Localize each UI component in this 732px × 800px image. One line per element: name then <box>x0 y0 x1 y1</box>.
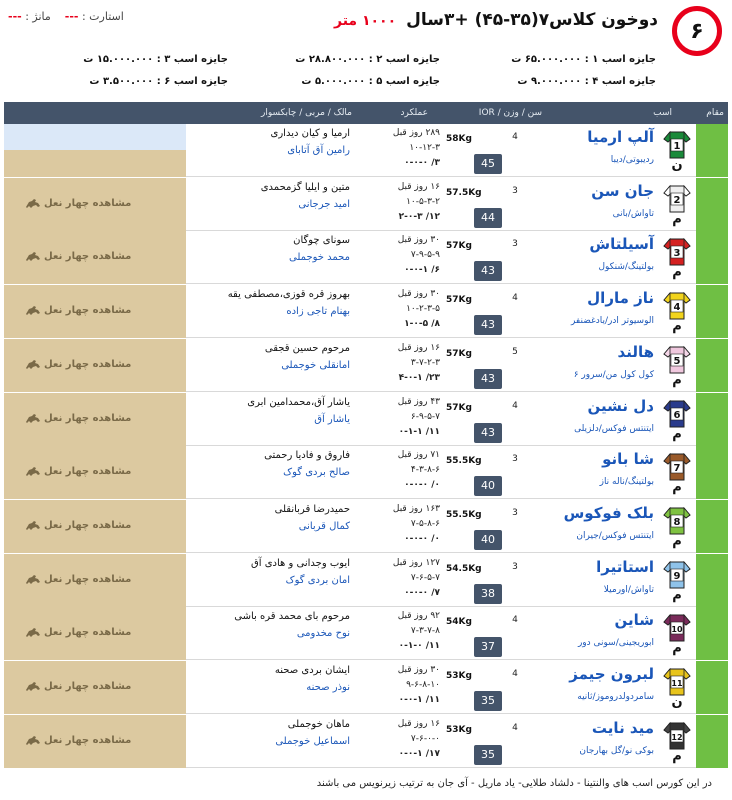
manz-dash: --- <box>8 10 22 23</box>
sex-symbol: ن <box>671 695 683 710</box>
jockey-name-link[interactable]: امان بردی گوک <box>285 574 350 586</box>
owner-name: مرحوم بای محمد قره باشی <box>234 611 350 623</box>
horse-breeding: بولتینگ/شنکول <box>598 262 654 273</box>
career-record: ۸/ ۱-۰-۵ <box>404 319 440 330</box>
table-row <box>4 124 728 177</box>
sex-symbol: م <box>672 426 682 442</box>
horse-age: 4 <box>512 669 518 679</box>
horse-name-link[interactable]: ناز مارال <box>587 289 654 308</box>
horse-name-link[interactable]: آسیلتاش <box>589 235 654 254</box>
saddle-number: 6 <box>673 409 681 421</box>
horse-name-link[interactable]: آلپ ارمیا <box>587 128 654 146</box>
career-record: ۲۳/ ۴-۰-۱ <box>398 372 440 383</box>
jockey-silk-icon <box>662 560 692 590</box>
last-run-days: ۱۶۳ روز قبل <box>392 503 440 514</box>
recent-form: ۱۰-۵-۳-۲ <box>406 196 440 207</box>
owner-name: متین و ایلیا گزمحمدی <box>260 181 350 193</box>
horse-name-link[interactable]: شا بانو <box>602 450 654 469</box>
jockey-name-link[interactable]: صالح بردی گوک <box>283 467 350 479</box>
table-row <box>4 393 728 446</box>
prize-6: جایزه اسب ۶ : ۳.۵۰۰.۰۰۰ ت <box>89 76 228 87</box>
th-owner-trainer-jockey: مالک / مربی / چابکسوار <box>261 108 352 118</box>
rank-cell <box>696 178 728 231</box>
view-panel[interactable] <box>4 500 186 553</box>
saddle-number: 7 <box>673 463 681 475</box>
table-row <box>4 285 728 338</box>
rank-cell <box>696 661 728 714</box>
table-row <box>4 715 728 768</box>
sex-symbol: م <box>672 587 682 603</box>
horse-age: 3 <box>512 561 518 572</box>
sex-symbol: م <box>672 533 682 549</box>
view-four-gallop-link[interactable]: مشاهده چهار نعل <box>44 197 132 209</box>
owner-name: یاشار آق،محمدامین ابری <box>247 396 350 408</box>
view-four-gallop-link[interactable]: مشاهده چهار نعل <box>44 305 132 317</box>
recent-form: ۷-۶-۰-۰ <box>410 733 440 744</box>
view-four-gallop-link[interactable]: مشاهده چهار نعل <box>44 573 132 585</box>
career-record: ۱۱/ ۰-۱-۰ <box>398 641 440 652</box>
info-panel-top <box>4 124 186 150</box>
owner-name: حمیدرضا قربانقلی <box>274 503 350 515</box>
sex-symbol: ن <box>671 158 683 173</box>
horse-weight: 55.5Kg <box>446 509 482 520</box>
rank-cell <box>696 446 728 499</box>
last-run-days: ۷۱ روز قبل <box>397 450 440 461</box>
jockey-silk-icon <box>662 667 692 697</box>
career-record: ۶/ ۰-۰-۱ <box>404 265 440 276</box>
saddle-number: 3 <box>673 248 681 260</box>
owner-name: ایشان بردی صحنه <box>274 665 350 676</box>
view-panel[interactable] <box>4 446 186 499</box>
rank-cell <box>696 607 728 660</box>
last-run-days: ۳۰ روز قبل <box>397 665 440 675</box>
table-row <box>4 607 728 660</box>
saddle-number: 9 <box>673 570 681 582</box>
saddle-number: 1 <box>673 141 681 152</box>
start-dash: --- <box>64 10 79 23</box>
view-panel[interactable] <box>4 285 186 338</box>
race-header <box>0 0 732 102</box>
saddle-number: 10 <box>671 625 683 635</box>
horse-weight: 57Kg <box>446 402 472 413</box>
recent-form: ۷-۶-۵-۷ <box>410 572 440 583</box>
horse-weight: 57Kg <box>446 348 472 359</box>
saddle-number: 5 <box>673 355 681 367</box>
view-panel[interactable] <box>4 231 186 284</box>
horse-camera-icon <box>24 679 42 693</box>
view-panel[interactable] <box>4 339 186 392</box>
view-panel[interactable] <box>4 607 186 660</box>
horse-breeding: بوکی نو/گل بهارجان <box>579 745 654 756</box>
horse-camera-icon <box>24 357 42 371</box>
view-four-gallop-link[interactable]: مشاهده چهار نعل <box>44 681 132 692</box>
career-record: ۱۷/ ۰-۰-۱ <box>398 748 440 759</box>
view-four-gallop-link[interactable]: مشاهده چهار نعل <box>44 358 132 370</box>
horse-name-link[interactable]: استاتیرا <box>596 557 654 576</box>
owner-name: فاروق و فادیا رحمتی <box>264 450 350 462</box>
horse-age: 4 <box>512 132 518 142</box>
th-performance: عملکرد <box>400 108 428 118</box>
horse-age: 5 <box>512 346 518 357</box>
race-title: دوخون کلاس۷(۳۵-۴۵) +۳سال <box>406 10 658 30</box>
horse-weight: 54Kg <box>446 617 472 628</box>
horse-weight: 57Kg <box>446 295 472 306</box>
view-four-gallop-link[interactable]: مشاهده چهار نعل <box>44 734 132 746</box>
horse-weight: 54.5Kg <box>446 563 482 574</box>
ior-badge: 43 <box>474 315 502 335</box>
jockey-silk-icon <box>662 506 692 536</box>
saddle-number: 11 <box>671 679 683 688</box>
last-run-days: ۳۰ روز قبل <box>397 289 440 300</box>
prize-3: جایزه اسب ۳ : ۱۵.۰۰۰.۰۰۰ ت <box>83 54 228 65</box>
horse-camera-icon <box>24 249 42 263</box>
last-run-days: ۲۸۹ روز قبل <box>392 128 440 138</box>
jockey-silk-icon <box>662 613 692 643</box>
owner-name: بهروز قره قوزی،مصطفی یقه <box>227 289 350 301</box>
jockey-name-link[interactable]: محمد خوجملی <box>289 252 350 264</box>
horse-camera-icon <box>24 303 42 317</box>
last-run-days: ۴۳ روز قبل <box>397 396 440 407</box>
career-record: ۱۱/ ۰-۱-۱ <box>398 426 440 437</box>
prize-1: جایزه اسب ۱ : ۶۵.۰۰۰.۰۰۰ ت <box>511 54 656 65</box>
last-run-days: ۹۲ روز قبل <box>397 611 440 622</box>
ior-badge: 35 <box>474 691 502 711</box>
sex-symbol: م <box>672 748 682 764</box>
view-panel[interactable] <box>4 178 186 231</box>
table-row <box>4 554 728 607</box>
horse-age: 4 <box>512 722 518 733</box>
ior-badge: 45 <box>474 154 502 174</box>
saddle-number: 12 <box>671 732 683 742</box>
horse-breeding: الوسیوتر ادر/یادغضنفر <box>570 316 654 327</box>
horse-breeding: کول کول من/سرور ۶ <box>573 369 654 380</box>
horse-weight: 55.5Kg <box>446 456 482 467</box>
sex-symbol: م <box>672 211 682 227</box>
horse-name-link[interactable]: لبرون جیمز <box>569 665 654 683</box>
view-four-gallop-link[interactable]: مشاهده چهار نعل <box>44 466 132 478</box>
view-four-gallop-link[interactable]: مشاهده چهار نعل <box>44 627 132 639</box>
horse-breeding: تاواش/بانی <box>612 208 654 219</box>
race-number-badge: ۶ <box>672 6 722 56</box>
horse-weight: 58Kg <box>446 134 472 144</box>
jockey-name-link[interactable]: کمال قربانی <box>298 520 350 532</box>
owner-name: ارمیا و کیان دیداری <box>270 128 350 139</box>
last-run-days: ۳۰ روز قبل <box>397 235 440 246</box>
horse-camera-icon <box>24 518 42 532</box>
horse-age: 3 <box>512 454 518 465</box>
sex-symbol: م <box>672 372 682 388</box>
recent-form: ۷-۳-۷-۸ <box>410 626 440 637</box>
rank-cell <box>696 231 728 284</box>
rank-cell <box>696 339 728 392</box>
recent-form: ۳-۷-۲-۳ <box>410 357 440 368</box>
ior-badge: 37 <box>474 637 502 657</box>
ior-badge: 43 <box>474 261 502 281</box>
jockey-name-link[interactable]: نوذر صحنه <box>306 682 350 693</box>
info-panel-bottom <box>4 150 186 177</box>
horse-age: 4 <box>512 400 518 411</box>
jockey-silk-icon <box>662 291 692 321</box>
view-four-gallop-link[interactable]: مشاهده چهار نعل <box>44 519 132 531</box>
horse-camera-icon <box>24 625 42 639</box>
career-record: ۳/ ۰-۰-۰ <box>404 158 440 168</box>
horse-age: 3 <box>512 507 518 518</box>
footer <box>4 770 728 800</box>
rank-cell <box>696 554 728 607</box>
recent-form: ۱۰-۱۲-۳ <box>409 143 440 153</box>
jockey-silk-icon <box>662 452 692 482</box>
ior-badge: 43 <box>474 369 502 389</box>
horse-weight: 57Kg <box>446 241 472 252</box>
ior-badge: 40 <box>474 476 502 496</box>
ior-badge: 35 <box>474 745 502 765</box>
recent-form: ۷-۵-۸-۶ <box>410 518 440 529</box>
career-record: ۰/ ۰-۰-۰ <box>404 533 440 544</box>
career-record: ۰/ ۰-۰-۰ <box>404 480 440 491</box>
horse-breeding: ابوریجینی/سونی دور <box>577 638 654 649</box>
horse-camera-icon <box>24 464 42 478</box>
rank-cell <box>696 715 728 768</box>
prize-4: جایزه اسب ۴ : ۹.۰۰۰.۰۰۰ ت <box>517 76 656 87</box>
saddle-number: 4 <box>673 302 681 314</box>
owner-name: سونای چوگان <box>293 235 350 247</box>
horse-weight: 57.5Kg <box>446 187 482 198</box>
ior-badge: 44 <box>474 208 502 228</box>
recent-form: ۹-۶-۸-۱۰ <box>406 680 440 690</box>
jockey-name-link[interactable]: امانقلی خوجملی <box>281 359 350 371</box>
table-row <box>4 500 728 553</box>
saddle-number: 2 <box>673 194 681 206</box>
horse-name-link[interactable]: جان سن <box>591 181 654 200</box>
horse-age: 3 <box>512 239 518 250</box>
owner-name: ایوب وجدانی و هادی آق <box>251 557 350 569</box>
th-rank: مقام <box>706 108 724 118</box>
horse-name-link[interactable]: مید نایت <box>591 718 654 737</box>
jockey-name-link[interactable]: رامین آق آتابای <box>287 145 350 156</box>
view-panel[interactable] <box>4 393 186 446</box>
sex-symbol: م <box>672 641 682 657</box>
table-header <box>4 102 728 124</box>
prize-5: جایزه اسب ۵ : ۵.۰۰۰.۰۰۰ ت <box>301 76 440 87</box>
horse-name-link[interactable]: شاین <box>614 611 654 630</box>
recent-form: ۱۰-۲-۳-۵ <box>406 304 440 315</box>
jockey-name-link[interactable]: اسماعیل خوجملی <box>275 735 350 747</box>
race-distance: ۱۰۰۰ متر <box>334 13 397 29</box>
recent-form: ۷-۹-۵-۹ <box>410 250 440 261</box>
horse-breeding: سامردولدروموز/ثانیه <box>577 692 654 702</box>
horse-breeding: تاواش/اورمیلا <box>603 584 654 595</box>
entries-table <box>4 124 728 770</box>
manz-label: مانژ : <box>25 10 51 23</box>
horse-breeding: ایتنتس فوکس/جیران <box>576 530 654 541</box>
table-row <box>4 339 728 392</box>
prize-2: جایزه اسب ۲ : ۲۸.۸۰۰.۰۰۰ ت <box>295 54 440 65</box>
horse-camera-icon <box>24 572 42 586</box>
horse-weight: 53Kg <box>446 671 472 681</box>
recent-form: ۶-۹-۵-۷ <box>410 411 440 422</box>
horse-breeding: ایتنتس فوکس/دلزیلی <box>574 423 654 434</box>
sex-symbol: م <box>672 265 682 281</box>
last-run-days: ۱۲۷ روز قبل <box>392 557 440 568</box>
horse-name-link[interactable]: بلک فوکوس <box>563 503 654 522</box>
horse-age: 3 <box>512 185 518 196</box>
jockey-silk-icon <box>662 345 692 375</box>
legend <box>8 10 124 23</box>
view-panel[interactable] <box>4 554 186 607</box>
career-record: ۷/ ۰-۰-۰ <box>404 587 440 598</box>
view-four-gallop-link[interactable]: مشاهده چهار نعل <box>44 412 132 424</box>
jockey-silk-icon <box>662 721 692 751</box>
jockey-name-link[interactable]: یاشار آق <box>314 413 350 425</box>
jockey-name-link[interactable]: نوح مخدومی <box>296 628 350 640</box>
owner-name: مرحوم حسین قجقی <box>264 342 350 354</box>
table-row <box>4 178 728 231</box>
horse-camera-icon <box>24 411 42 425</box>
ior-badge: 40 <box>474 530 502 550</box>
recent-form: ۴-۳-۸-۶ <box>410 465 440 476</box>
owner-name: ماهان خوجملی <box>287 718 350 730</box>
view-panel[interactable] <box>4 715 186 768</box>
jockey-name-link[interactable]: امید جرجانی <box>298 198 350 210</box>
jockey-silk-icon <box>662 130 692 160</box>
horse-weight: 53Kg <box>446 724 472 735</box>
jockey-silk-icon <box>662 399 692 429</box>
th-age-weight-ior: سن / وزن / IOR <box>478 108 542 118</box>
table-row <box>4 446 728 499</box>
horse-camera-icon <box>24 733 42 747</box>
th-horse: اسب <box>653 108 672 118</box>
start-label: استارت : <box>81 10 124 23</box>
last-run-days: ۱۶ روز قبل <box>397 342 440 353</box>
last-run-days: ۱۶ روز قبل <box>397 181 440 192</box>
rank-cell <box>696 500 728 553</box>
ior-badge: 43 <box>474 423 502 443</box>
horse-name-link[interactable]: هالند <box>617 342 654 361</box>
jockey-silk-icon <box>662 237 692 267</box>
horse-camera-icon <box>24 196 42 210</box>
horse-breeding: بولتینگ/ناله ناز <box>599 477 654 488</box>
table-row <box>4 231 728 284</box>
last-run-days: ۱۶ روز قبل <box>397 718 440 729</box>
horse-age: 4 <box>512 615 518 626</box>
ior-badge: 38 <box>474 584 502 604</box>
career-record: ۱۲/ ۲-۰-۳ <box>398 211 440 222</box>
jockey-silk-icon <box>662 184 692 214</box>
table-row <box>4 661 728 714</box>
view-panel[interactable] <box>4 661 186 714</box>
saddle-number: 8 <box>673 516 681 528</box>
sex-symbol: م <box>672 480 682 496</box>
career-record: ۱۱/ ۰-۰-۱ <box>398 695 440 705</box>
horse-name-link[interactable]: دل نشین <box>587 396 654 415</box>
footer-note: در این کورس اسب های والنتینا - دلشاد طلایی- یاد ماریل - آی جان به ترتیب زیرنویس می باشند <box>316 778 712 789</box>
sex-symbol: م <box>672 319 682 335</box>
rank-cell <box>696 285 728 338</box>
horse-age: 4 <box>512 293 518 304</box>
rank-cell <box>696 393 728 446</box>
horse-breeding: ردیبوتی/دیبا <box>610 155 654 165</box>
jockey-name-link[interactable]: بهنام تاجی زاده <box>286 306 350 318</box>
view-four-gallop-link[interactable]: مشاهده چهار نعل <box>44 251 132 263</box>
rank-cell <box>696 124 728 177</box>
